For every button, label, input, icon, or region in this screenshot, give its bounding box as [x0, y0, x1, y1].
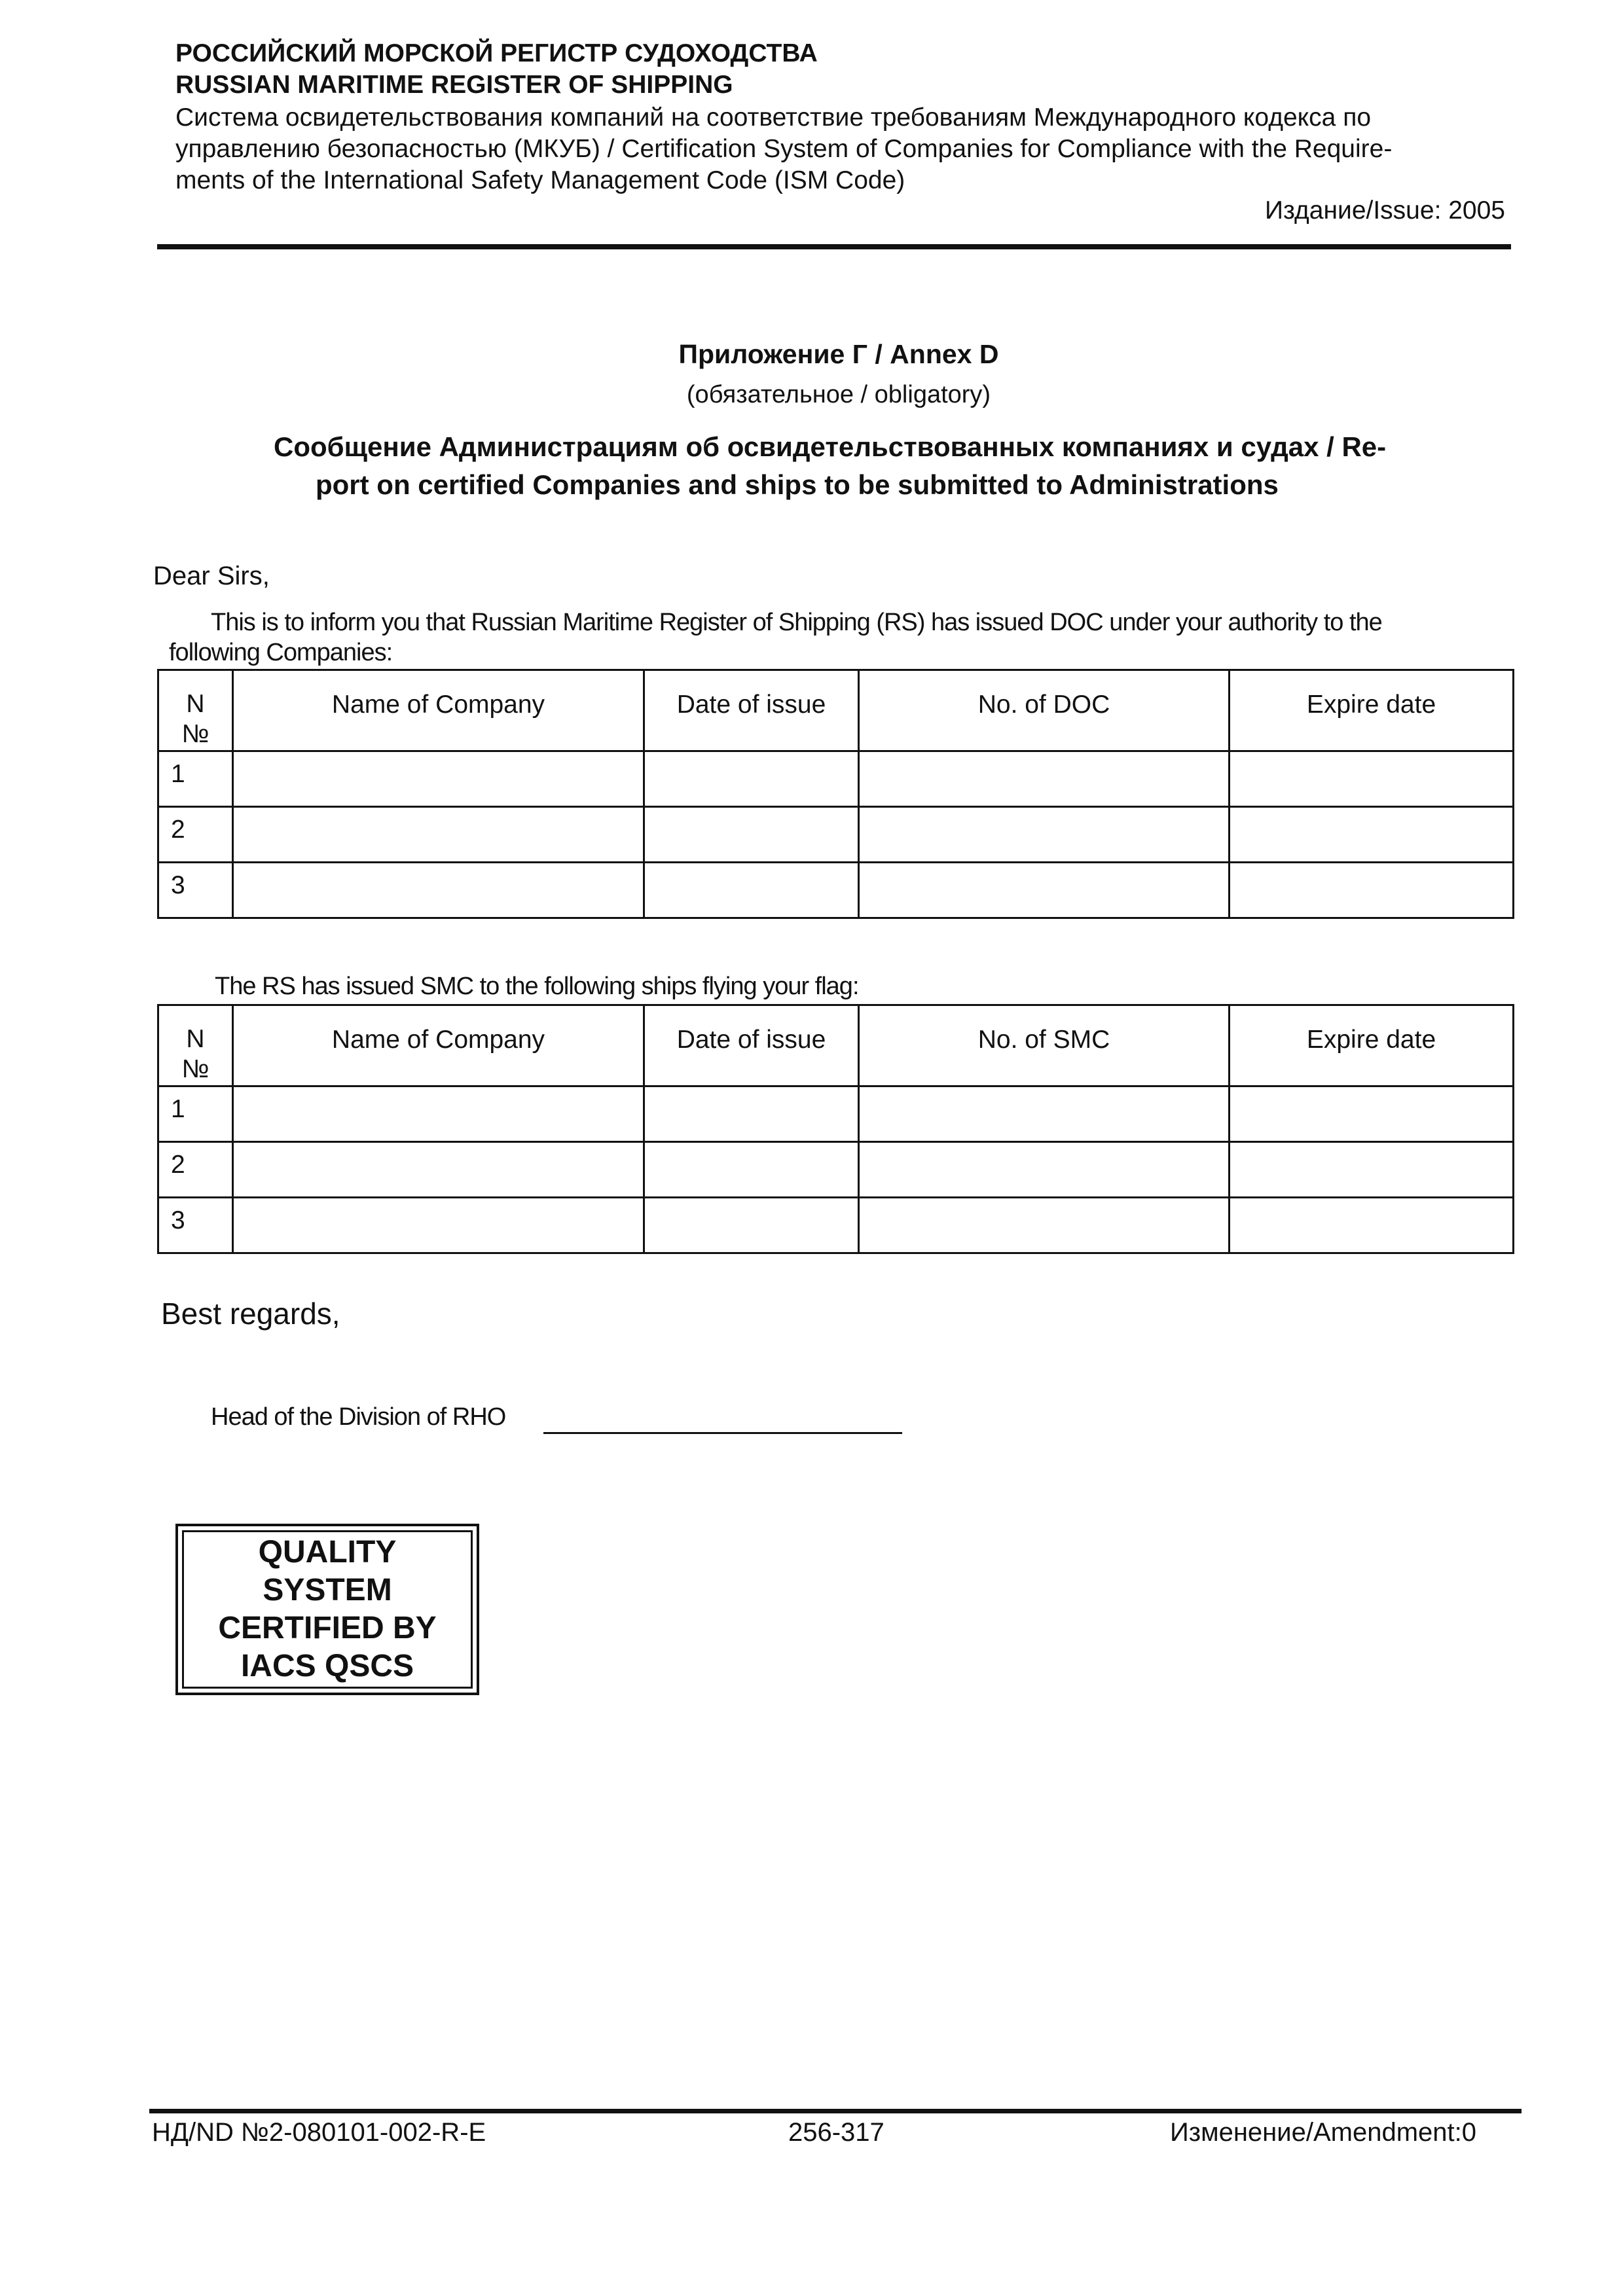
doc-intro-line1: This is to inform you that Russian Maritime Register of Shipping (RS) has issued DOC under your authority to the: [211, 609, 1382, 636]
expire-date-cell[interactable]: [1230, 807, 1514, 863]
stamp-text-line3: CERTIFIED BY: [218, 1611, 437, 1645]
closing-regards: Best regards,: [161, 1297, 340, 1331]
smc-number-cell[interactable]: [859, 1086, 1230, 1142]
table-row: [158, 1198, 1514, 1253]
company-name-cell[interactable]: [233, 1086, 644, 1142]
annex-subtitle: (обязательное / obligatory): [686, 381, 991, 408]
report-title-line1: Сообщение Администрациям об освидетельствованных компаниях и судах / Re-: [274, 431, 1387, 462]
row-number: 3: [158, 863, 233, 918]
signature-line[interactable]: [543, 1432, 902, 1434]
company-name-cell[interactable]: [233, 863, 644, 918]
report-title-line2: port on certified Companies and ships to be submitted to Administrations: [316, 469, 1279, 500]
org-name-ru: РОССИЙСКИЙ МОРСКОЙ РЕГИСТР СУДОХОДСТВА: [175, 39, 818, 67]
smc-number-cell[interactable]: [859, 1198, 1230, 1253]
smc-table: [157, 1004, 1514, 1254]
doc-number-cell[interactable]: [859, 863, 1230, 918]
table-row: [158, 863, 1514, 918]
smc-col-expire-header: Expire date: [1230, 1005, 1514, 1086]
doc-col-n-label: N: [186, 690, 205, 718]
header-rule: [157, 244, 1511, 249]
system-title-line2: управлению безопасностью (МКУБ) / Certification System of Companies for Compliance with the Require-: [175, 135, 1393, 163]
quality-certification-stamp: [175, 1524, 479, 1695]
smc-col-n-symbol: №: [181, 1055, 210, 1083]
row-number: 2: [158, 1142, 233, 1198]
date-of-issue-cell[interactable]: [644, 1086, 859, 1142]
system-title-line3: ments of the International Safety Management Code (ISM Code): [175, 166, 905, 194]
doc-col-number-header: No. of DOC: [859, 670, 1230, 751]
smc-intro: The RS has issued SMC to the following ships flying your flag:: [215, 973, 859, 1000]
expire-date-cell[interactable]: [1230, 751, 1514, 807]
expire-date-cell[interactable]: [1230, 1086, 1514, 1142]
smc-col-n-header: [158, 1005, 233, 1086]
smc-col-name-header: Name of Company: [233, 1005, 644, 1086]
smc-table-header-row: [158, 1005, 1514, 1086]
table-row: [158, 751, 1514, 807]
row-number: 1: [158, 1086, 233, 1142]
row-number: 3: [158, 1198, 233, 1253]
expire-date-cell[interactable]: [1230, 1142, 1514, 1198]
table-row: [158, 1086, 1514, 1142]
date-of-issue-cell[interactable]: [644, 807, 859, 863]
stamp-text-line4: IACS QSCS: [240, 1649, 414, 1683]
date-of-issue-cell[interactable]: [644, 1198, 859, 1253]
issue-label: Издание/Issue: 2005: [1265, 196, 1505, 224]
smc-number-cell[interactable]: [859, 1142, 1230, 1198]
doc-table-header-row: [158, 670, 1514, 751]
footer-page-number: 256-317: [788, 2118, 884, 2147]
doc-col-expire-header: Expire date: [1230, 670, 1514, 751]
doc-number-cell[interactable]: [859, 807, 1230, 863]
expire-date-cell[interactable]: [1230, 1198, 1514, 1253]
doc-col-n-header: [158, 670, 233, 751]
doc-intro-line2: following Companies:: [169, 639, 393, 666]
salutation: Dear Sirs,: [153, 562, 270, 590]
date-of-issue-cell[interactable]: [644, 863, 859, 918]
smc-col-n-label: N: [186, 1025, 205, 1053]
stamp-inner-frame: [182, 1530, 473, 1689]
signature-label: Head of the Division of RHO: [211, 1403, 506, 1431]
expire-date-cell[interactable]: [1230, 863, 1514, 918]
company-name-cell[interactable]: [233, 807, 644, 863]
company-name-cell[interactable]: [233, 1198, 644, 1253]
smc-col-number-header: No. of SMC: [859, 1005, 1230, 1086]
stamp-text-line2: SYSTEM: [263, 1573, 392, 1607]
doc-col-n-symbol: №: [181, 720, 210, 748]
table-row: [158, 1142, 1514, 1198]
doc-table: [157, 669, 1514, 919]
org-name-en: RUSSIAN MARITIME REGISTER OF SHIPPING: [175, 71, 733, 99]
doc-number-cell[interactable]: [859, 751, 1230, 807]
doc-col-name-header: Name of Company: [233, 670, 644, 751]
footer-document-number: НД/ND №2-080101-002-R-E: [152, 2118, 486, 2147]
date-of-issue-cell[interactable]: [644, 1142, 859, 1198]
smc-col-date-header: Date of issue: [644, 1005, 859, 1086]
system-title-line1: Система освидетельствования компаний на соответствие требованиям Международного кодекса по: [175, 103, 1372, 132]
row-number: 1: [158, 751, 233, 807]
doc-col-date-header: Date of issue: [644, 670, 859, 751]
annex-title: Приложение Г / Annex D: [678, 339, 999, 369]
table-row: [158, 807, 1514, 863]
footer-amendment: Изменение/Amendment:0: [1170, 2118, 1476, 2147]
company-name-cell[interactable]: [233, 751, 644, 807]
stamp-text-line1: QUALITY: [258, 1535, 397, 1570]
row-number: 2: [158, 807, 233, 863]
company-name-cell[interactable]: [233, 1142, 644, 1198]
date-of-issue-cell[interactable]: [644, 751, 859, 807]
footer-rule: [149, 2109, 1522, 2113]
